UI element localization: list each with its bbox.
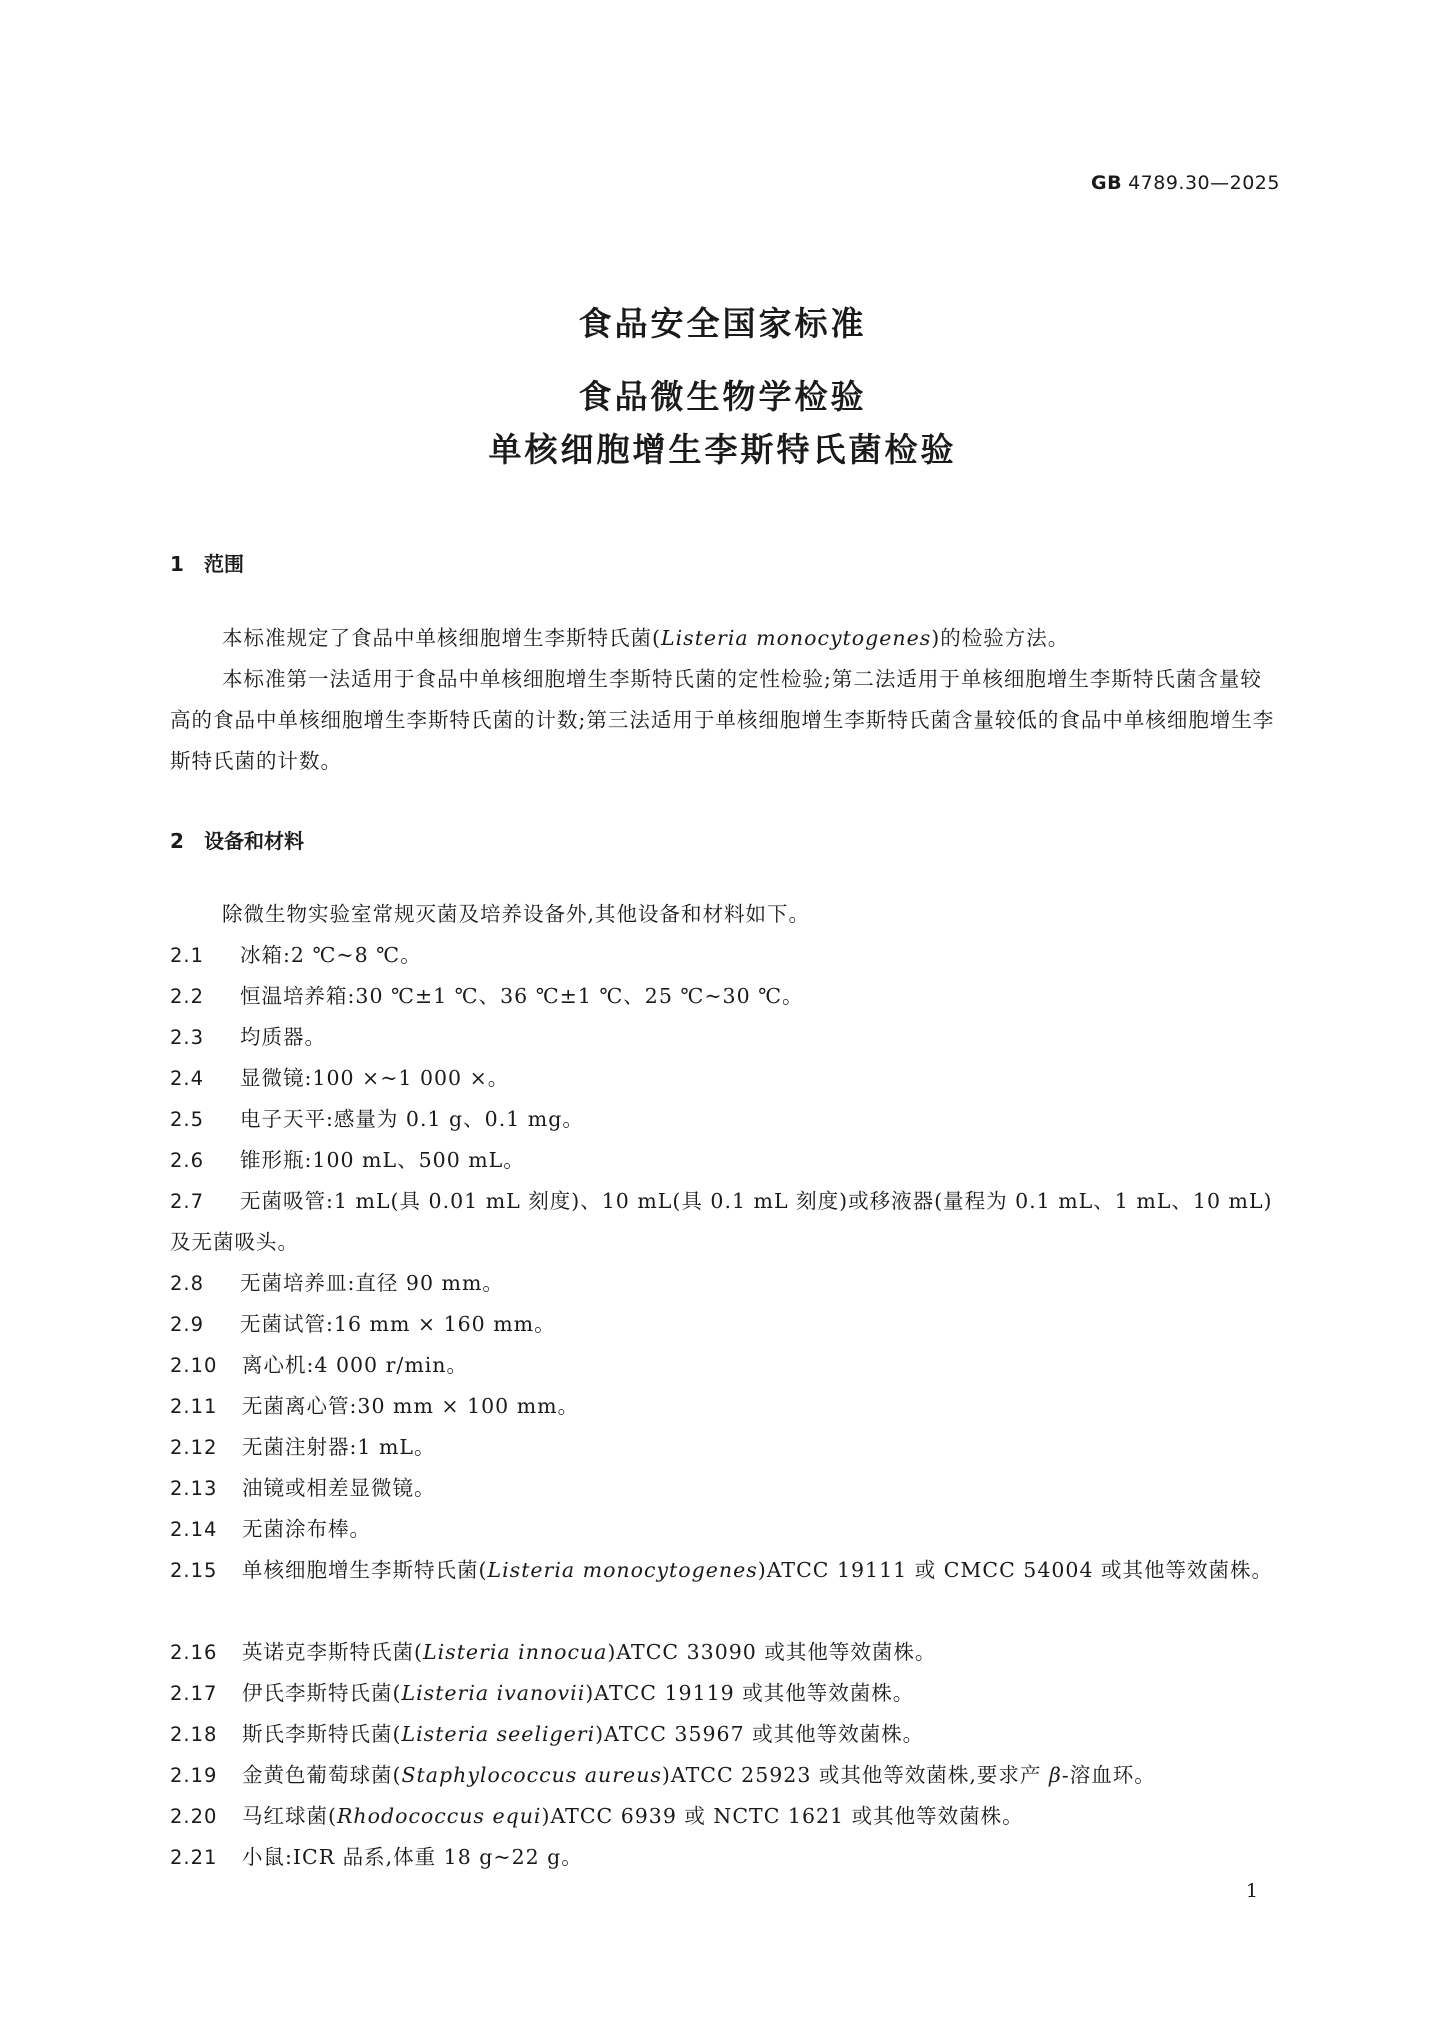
list-item: 2.20 马红球菌(Rhodococcus equi)ATCC 6939 或 NCTC 1621 或其他等效菌株。: [170, 1804, 1024, 1828]
list-item: 2.19 金黄色葡萄球菌(Staphylococcus aureus)ATCC 25923 或其他等效菌株,要求产 β-溶血环。: [170, 1763, 1156, 1787]
standard-number: 4789.30—2025: [1128, 172, 1280, 194]
document-title-sub1: 食品微生物学检验: [578, 377, 867, 416]
list-item: 2.1 冰箱:2 ℃~8 ℃。: [170, 943, 422, 967]
list-item: 2.9 无菌试管:16 mm × 160 mm。: [170, 1312, 556, 1336]
section-heading-scope: [170, 548, 244, 577]
list-item: 2.14 无菌涂布棒。: [170, 1517, 371, 1541]
scope-paragraph-1: 本标准规定了食品中单核细胞增生李斯特氏菌(Listeria monocytogenes)的检验方法。: [222, 626, 1070, 650]
list-item: 2.21 小鼠:ICR 品系,体重 18 g~22 g。: [170, 1845, 583, 1869]
list-item: 2.16 英诺克李斯特氏菌(Listeria innocua)ATCC 33090 或其他等效菌株。: [170, 1640, 937, 1664]
latin-name: Rhodococcus equi: [337, 1804, 542, 1828]
latin-name: Staphylococcus aureus: [401, 1763, 662, 1787]
list-item: 2.13 油镜或相差显微镜。: [170, 1476, 436, 1500]
section-title: 范围: [204, 552, 244, 576]
page-number: 1: [1245, 1880, 1258, 1902]
equipment-intro: 除微生物实验室常规灭菌及培养设备外,其他设备和材料如下。: [222, 902, 811, 926]
section-title: 设备和材料: [204, 829, 304, 853]
list-item: 2.8 无菌培养皿:直径 90 mm。: [170, 1271, 504, 1295]
document-title-main: 食品安全国家标准: [578, 304, 867, 343]
list-item: 2.5 电子天平:感量为 0.1 g、0.1 mg。: [170, 1107, 584, 1131]
latin-name: Listeria innocua: [423, 1640, 608, 1664]
section-number: 1: [170, 552, 184, 576]
document-title-sub2: 单核细胞增生李斯特氏菌检验: [488, 430, 957, 469]
list-item: 2.10 离心机:4 000 r/min。: [170, 1353, 469, 1377]
list-item: 2.12 无菌注射器:1 mL。: [170, 1435, 436, 1459]
list-item: 2.3 均质器。: [170, 1025, 326, 1049]
standard-prefix: GB: [1090, 172, 1123, 194]
list-item: 2.6 锥形瓶:100 mL、500 mL。: [170, 1148, 525, 1172]
list-item: 2.17 伊氏李斯特氏菌(Listeria ivanovii)ATCC 19119 或其他等效菌株。: [170, 1681, 915, 1705]
standard-code: [1091, 172, 1280, 194]
list-item: 2.7 无菌吸管:1 mL(具 0.01 mL 刻度)、10 mL(具 0.1 mL 刻度)或移液器(量程为 0.1 mL、1 mL、10 mL) 及无菌吸头。: [170, 1189, 1273, 1254]
latin-name: Listeria ivanovii: [401, 1681, 586, 1705]
list-item: 2.2 恒温培养箱:30 ℃±1 ℃、36 ℃±1 ℃、25 ℃~30 ℃。: [170, 984, 804, 1008]
section-number: 2: [170, 829, 184, 853]
list-item: 2.4 显微镜:100 ×~1 000 ×。: [170, 1066, 510, 1090]
latin-name: Listeria seeligeri: [401, 1722, 596, 1746]
latin-name: Listeria monocytogenes: [661, 626, 932, 650]
list-item: 2.18 斯氏李斯特氏菌(Listeria seeligeri)ATCC 35967 或其他等效菌株。: [170, 1722, 925, 1746]
section-heading-equipment: [170, 825, 304, 854]
list-item: 2.15 单核细胞增生李斯特氏菌(Listeria monocytogenes)ATCC 19111 或 CMCC 54004 或其他等效菌株。: [170, 1558, 1274, 1582]
scope-paragraph-2: 本标准第一法适用于食品中单核细胞增生李斯特氏菌的定性检验;第二法适用于单核细胞增生李斯特氏菌含量较高的食品中单核细胞增生李斯特氏菌的计数;第三法适用于单核细胞增生李斯特氏菌含量较低的食品中单核细胞增生李斯特氏菌的计数。: [170, 667, 1275, 773]
latin-name: Listeria monocytogenes: [487, 1558, 758, 1582]
list-item: 2.11 无菌离心管:30 mm × 100 mm。: [170, 1394, 580, 1418]
